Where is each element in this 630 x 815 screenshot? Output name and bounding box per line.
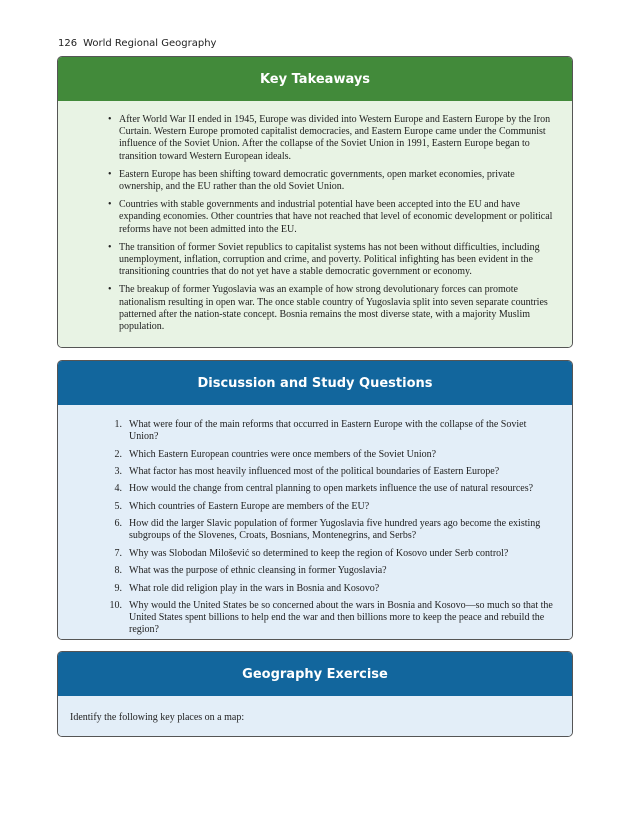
- key-takeaways-body: [58, 101, 572, 348]
- geography-exercise-box: [57, 651, 573, 737]
- bullet-icon: •: [108, 199, 112, 211]
- list-item: 4. How would the change from central planning to open markets influence the use of natural resources?: [114, 483, 534, 495]
- takeaways-list: [108, 114, 558, 333]
- book-title: World Regional Geography: [83, 38, 217, 49]
- questions-list: [98, 419, 558, 637]
- discussion-questions-box: [57, 360, 573, 640]
- bullet-icon: •: [108, 284, 112, 296]
- discussion-questions-body: [58, 405, 572, 640]
- running-head: [58, 38, 216, 49]
- bullet-icon: •: [108, 241, 112, 253]
- list-item: • The breakup of former Yugoslavia was an example of how strong devolutionary forces can promote nationalism resulting in open war. The once stable country of Yugoslavia split into seven separate countries patterned after the nation-state concept. Bosnia remains the most diverse state, with a majority Muslim population.: [108, 284, 548, 333]
- list-item: 5. Which countries of Eastern Europe are members of the EU?: [114, 500, 370, 512]
- exercise-instructions: Identify the following key places on a map:: [70, 712, 245, 723]
- list-item: • Eastern Europe has been shifting toward democratic governments, open market economies, private ownership, and the EU rather than the old Soviet Union.: [108, 168, 515, 193]
- list-item: 1. What were four of the main reforms that occurred in Eastern Europe with the collapse of the Soviet Union?: [114, 419, 527, 443]
- list-item: 10. Why would the United States be so concerned about the wars in Bosnia and Kosovo—so much so that the United States spent billions to help end the war and then billions more to keep the peace and rebuild the region?: [109, 599, 553, 636]
- list-item: • After World War II ended in 1945, Europe was divided into Western Europe and Eastern Europe by the Iron Curtain. Western Europe promoted capitalist democracies, and Eastern Europe came under the Communist influence of the Soviet Union. After the collapse of the Soviet Union in 1991, Eastern Europe began to transition toward Western European ideals.: [108, 114, 551, 162]
- list-item: 9. What role did religion play in the wars in Bosnia and Kosovo?: [114, 582, 380, 594]
- geography-exercise-body: [58, 696, 572, 737]
- bullet-icon: •: [108, 114, 112, 125]
- list-item: 2. Which Eastern European countries were once members of the Soviet Union?: [114, 448, 437, 460]
- list-item: • The transition of former Soviet republics to capitalist systems has not been without difficulties, including unemployment, inflation, corruption and crime, and poverty. Political infighting has been evident in the transitioning countries that do not yet have a stable democratic government or economy.: [108, 241, 540, 278]
- list-item: 3. What factor has most heavily influenced most of the political boundaries of Eastern Europe?: [114, 465, 500, 477]
- key-takeaways-title: Key Takeaways: [58, 57, 572, 101]
- list-item: 6. How did the larger Slavic population of former Yugoslavia five hundred years ago become the existing subgroups of the Slovenes, Croats, Bosnians, Montenegrins, and Serbs?: [114, 518, 541, 542]
- list-item: 8. What was the purpose of ethnic cleansing in former Yugoslavia?: [114, 565, 387, 577]
- list-item: 7. Why was Slobodan Milošević so determined to keep the region of Kosovo under Serb control?: [114, 547, 509, 559]
- discussion-questions-title: Discussion and Study Questions: [58, 361, 572, 405]
- page-number: 126: [58, 38, 78, 49]
- bullet-icon: •: [108, 168, 112, 180]
- list-item: • Countries with stable governments and industrial potential have been accepted into the EU and have expanding economies. Other countries that have not reached that level of economic development or political reforms have not been admitted into the EU.: [108, 199, 553, 235]
- geography-exercise-title: Geography Exercise: [58, 652, 572, 696]
- key-takeaways-box: [57, 56, 573, 348]
